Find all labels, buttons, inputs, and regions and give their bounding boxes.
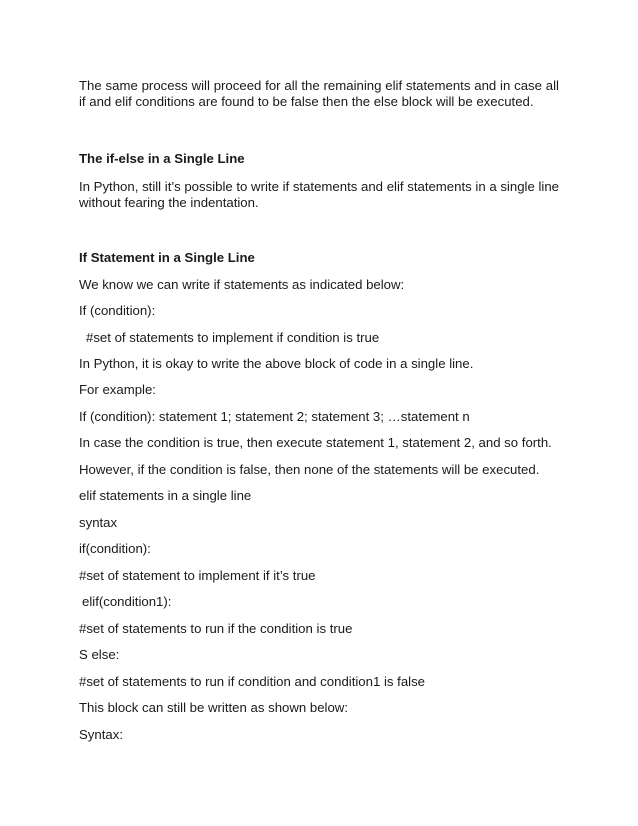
body-line: syntax: [79, 515, 118, 530]
code-line: If (condition):: [79, 303, 156, 318]
body-line: In case the condition is true, then execute statement 1, statement 2, and so forth.: [79, 435, 552, 450]
code-line: #set of statements to run if condition and condition1 is false: [79, 674, 426, 689]
code-line: #set of statements to run if the condition is true: [79, 621, 353, 636]
intro-paragraph: The same process will proceed for all the remaining elif statements and in case all if and elif conditions are found to be false then the else block will be executed.: [79, 78, 559, 109]
body-line: In Python, it is okay to write the above block of code in a single line.: [79, 356, 474, 371]
code-line: #set of statements to implement if condition is true: [86, 330, 380, 345]
code-line: If (condition): statement 1; statement 2; statement 3; …statement n: [79, 409, 470, 424]
body-line: elif statements in a single line: [79, 488, 252, 503]
section1-paragraph: In Python, still it’s possible to write if statements and elif statements in a single line without fearing the indentation.: [79, 179, 559, 210]
body-line: Syntax:: [79, 727, 123, 742]
section-heading-if-statement-single-line: If Statement in a Single Line: [79, 250, 255, 265]
body-line: We know we can write if statements as indicated below:: [79, 277, 405, 292]
body-line: However, if the condition is false, then none of the statements will be executed.: [79, 462, 540, 477]
section-heading-if-else-single-line: The if-else in a Single Line: [79, 151, 245, 166]
body-line: This block can still be written as shown below:: [79, 700, 348, 715]
body-line: For example:: [79, 382, 156, 397]
code-line: if(condition):: [79, 541, 151, 556]
code-line: #set of statement to implement if it’s true: [79, 568, 316, 583]
code-line: elif(condition1):: [82, 594, 172, 609]
code-line: S else:: [79, 647, 120, 662]
